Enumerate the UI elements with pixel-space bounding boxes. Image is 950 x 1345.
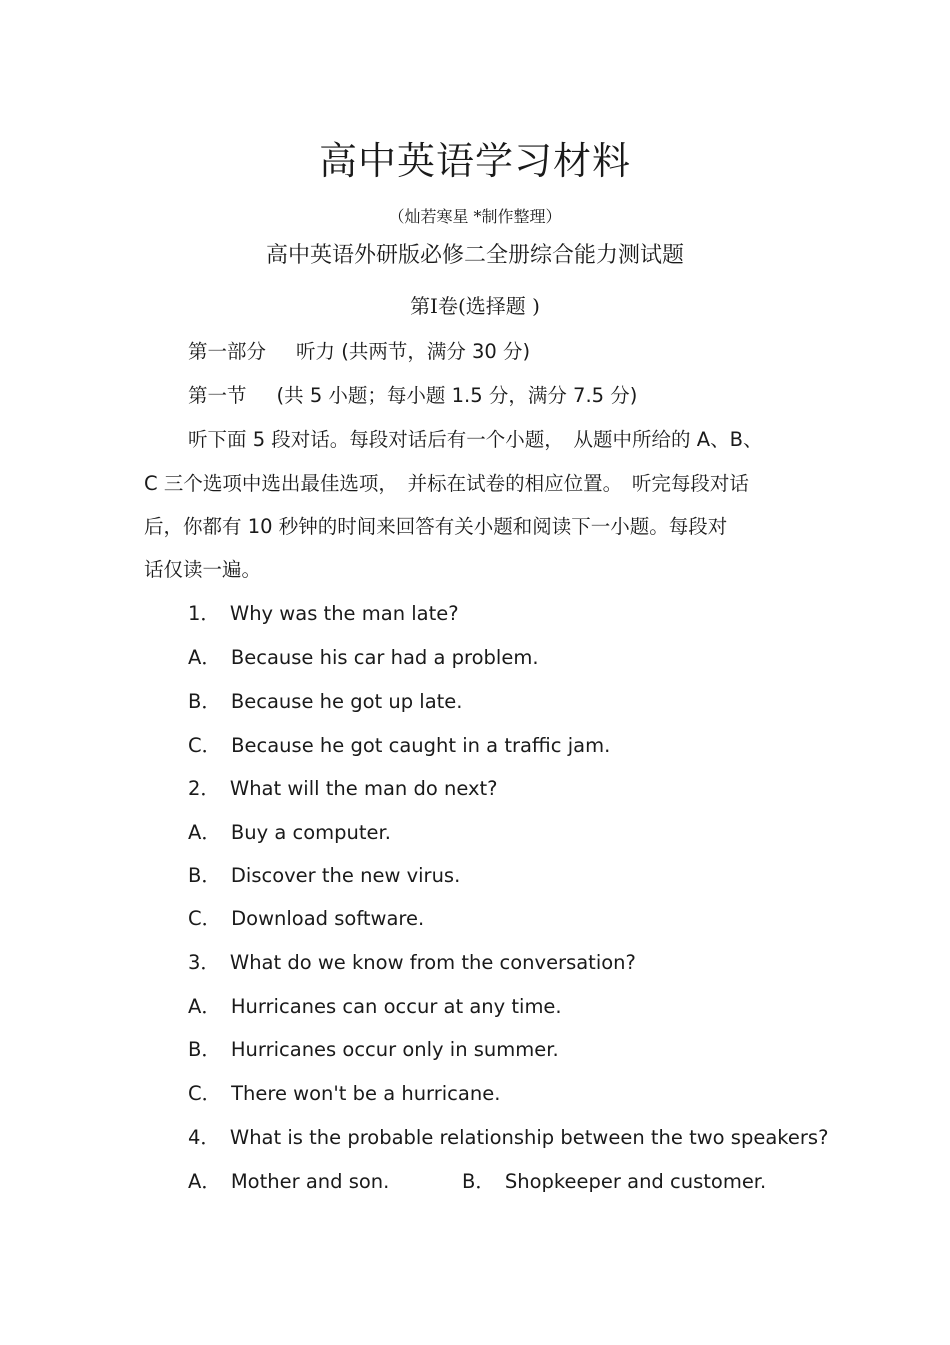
question-text: What is the probable relationship between the two speakers? bbox=[229, 1126, 829, 1149]
option-text: Mother and son. bbox=[230, 1170, 390, 1193]
option-item bbox=[188, 997, 562, 1017]
option-letter: C． bbox=[188, 734, 222, 757]
option-letter: A． bbox=[188, 646, 221, 669]
part-heading bbox=[188, 342, 530, 362]
part-name: 听力 (共两节，满分 30 分) bbox=[296, 340, 531, 363]
option-letter: B． bbox=[188, 1038, 221, 1061]
option-item bbox=[188, 648, 539, 668]
option-item bbox=[188, 692, 463, 712]
question-item bbox=[188, 604, 459, 624]
instruction-line: 后，你都有 10 秒钟的时间来回答有关小题和阅读下一小题。每段对 bbox=[144, 515, 728, 538]
option-text: Discover the new virus. bbox=[230, 864, 461, 887]
option-letter: C． bbox=[188, 1082, 222, 1105]
question-number: 2． bbox=[188, 777, 220, 800]
option-text: Hurricanes can occur at any time. bbox=[230, 995, 562, 1018]
section-heading bbox=[188, 386, 637, 406]
option-letter: B． bbox=[188, 690, 221, 713]
option-text: Buy a computer. bbox=[230, 821, 391, 844]
option-item bbox=[188, 1084, 500, 1104]
instruction-line: 听下面 5 段对话。每段对话后有一个小题， 从题中所给的 A、B、 bbox=[188, 428, 763, 451]
option-text: Hurricanes occur only in summer. bbox=[230, 1038, 559, 1061]
option-letter: A． bbox=[188, 1170, 221, 1193]
option-text: Because he got up late. bbox=[230, 690, 463, 713]
instruction-line: C 三个选项中选出最佳选项， 并标在试卷的相应位置。 听完每段对话 bbox=[144, 472, 749, 495]
option-text: Because he got caught in a traffic jam. bbox=[231, 734, 611, 757]
option-text: Because his car had a problem. bbox=[230, 646, 539, 669]
section-label: 第一节 bbox=[188, 384, 247, 407]
option-letter: B． bbox=[462, 1170, 495, 1193]
volume-heading: 第Ⅰ卷(选择题 ) bbox=[410, 294, 540, 318]
option-letter: B． bbox=[188, 864, 221, 887]
question-text: What will the man do next? bbox=[229, 777, 498, 800]
instruction-line: 话仅读一遍。 bbox=[144, 558, 262, 581]
question-item bbox=[188, 1128, 828, 1148]
option-text: Download software. bbox=[231, 907, 425, 930]
question-item bbox=[188, 779, 498, 799]
section-desc: (共 5 小题；每小题 1.5 分，满分 7.5 分) bbox=[276, 384, 638, 407]
option-text: There won't be a hurricane. bbox=[231, 1082, 501, 1105]
question-text: What do we know from the conversation? bbox=[229, 951, 636, 974]
question-item bbox=[188, 953, 636, 973]
option-item bbox=[188, 1172, 389, 1192]
option-item bbox=[188, 909, 424, 929]
option-item bbox=[462, 1172, 766, 1192]
option-item bbox=[188, 1040, 559, 1060]
question-number: 1． bbox=[188, 602, 220, 625]
document-title: 高中英语学习材料 bbox=[318, 139, 631, 183]
part-label: 第一部分 bbox=[188, 340, 267, 363]
option-letter: A． bbox=[188, 995, 221, 1018]
option-text: Shopkeeper and customer. bbox=[504, 1170, 767, 1193]
question-text: Why was the man late? bbox=[229, 602, 459, 625]
option-letter: A． bbox=[188, 821, 221, 844]
option-letter: C． bbox=[188, 907, 222, 930]
option-item bbox=[188, 823, 391, 843]
question-number: 3． bbox=[188, 951, 220, 974]
document-subtitle: 高中英语外研版必修二全册综合能力测试题 bbox=[265, 243, 684, 268]
question-number: 4． bbox=[188, 1126, 220, 1149]
document-credit: （灿若寒星 *制作整理） bbox=[388, 207, 562, 226]
option-item bbox=[188, 866, 460, 886]
option-item bbox=[188, 736, 610, 756]
